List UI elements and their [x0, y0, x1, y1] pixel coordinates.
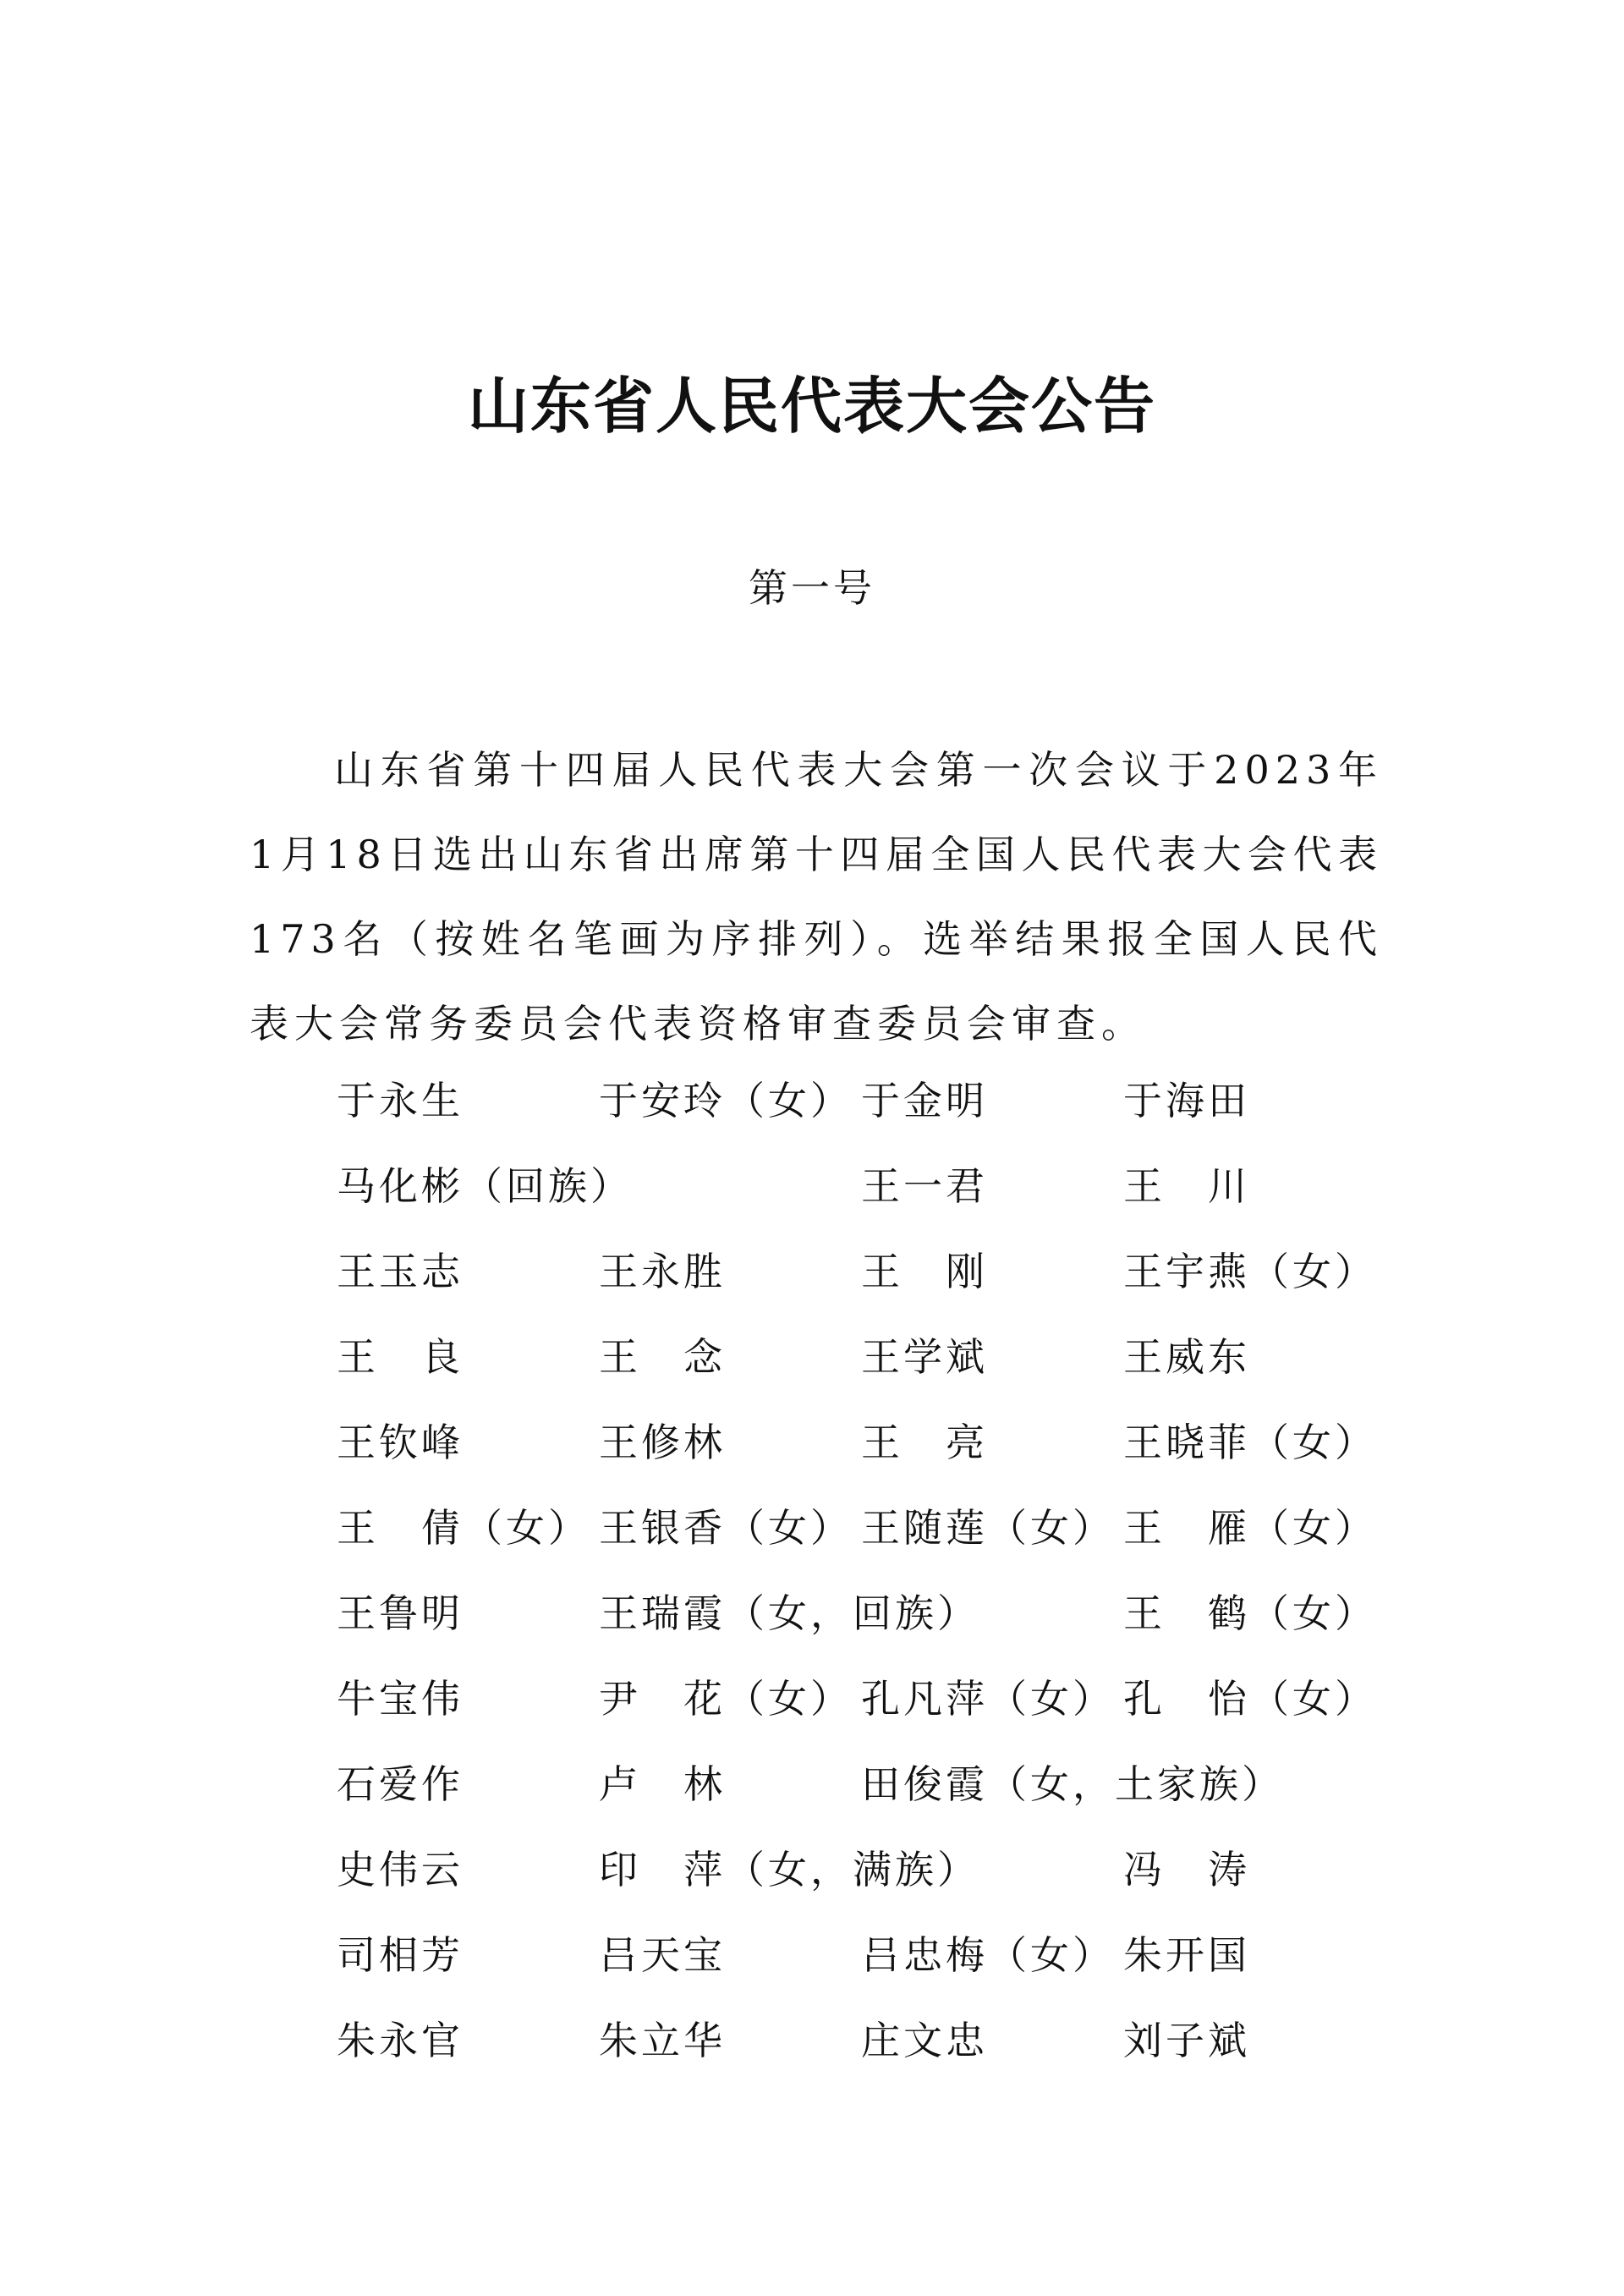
representative-name: 于永生 [337, 1077, 464, 1123]
representative-name: 孔凡萍（女） [861, 1675, 1115, 1722]
representative-name: 司相芳 [337, 1931, 464, 1978]
name-row [337, 1656, 1436, 1741]
name-row [337, 1399, 1436, 1485]
representative-name: 印 萍（女，满族） [599, 1846, 979, 1892]
representative-name: 王 倩（女） [337, 1504, 590, 1551]
representative-name: 牛宝伟 [337, 1675, 464, 1722]
representative-name: 尹 花（女） [599, 1675, 853, 1722]
representative-name: 王 川 [1123, 1162, 1250, 1209]
representative-name: 王银香（女） [599, 1504, 853, 1551]
representative-name: 王钦峰 [337, 1419, 464, 1465]
representative-name: 王随莲（女） [861, 1504, 1115, 1551]
representative-name: 王 念 [599, 1333, 726, 1380]
representative-name: 王晓菲（女） [1123, 1419, 1377, 1465]
representative-name: 王 刚 [861, 1248, 988, 1294]
representative-name: 王 鹤（女） [1123, 1590, 1377, 1636]
name-row [337, 1228, 1436, 1314]
name-row [337, 1570, 1436, 1656]
name-row [337, 1485, 1436, 1570]
representative-name: 王 亮 [861, 1419, 988, 1465]
representative-name: 吕天宝 [599, 1931, 726, 1978]
representative-name: 王玉志 [337, 1248, 464, 1294]
representative-name: 石爱作 [337, 1760, 464, 1807]
representative-name: 朱永官 [337, 2017, 464, 2063]
document-title: 山东省人民代表大会公告 [467, 370, 1156, 442]
representative-name: 冯 涛 [1123, 1846, 1250, 1892]
representative-name: 王永胜 [599, 1248, 726, 1294]
representative-name: 王学斌 [861, 1333, 988, 1380]
name-row [337, 1826, 1436, 1912]
representative-name: 庄文忠 [861, 2017, 988, 2063]
name-row [337, 1997, 1436, 2083]
representative-name: 王瑞霞（女，回族） [599, 1590, 979, 1636]
representative-name: 王鲁明 [337, 1590, 464, 1636]
representative-name: 王修林 [599, 1419, 726, 1465]
representative-name: 马化彬（回族） [337, 1162, 633, 1209]
name-row [337, 1741, 1436, 1826]
representative-name: 王宇燕（女） [1123, 1248, 1377, 1294]
announcement-paragraph: 山东省第十四届人民代表大会第一次会议于2023年1月18日选出山东省出席第十四届全国人民代表大会代表173名（按姓名笔画为序排列）。选举结果报全国人民代表大会常务委员会代表资格审查委员会审查。 [250, 747, 1383, 1046]
representative-name: 王 良 [337, 1333, 464, 1380]
representative-name-list [337, 1057, 1436, 2083]
representative-name: 王 雁（女） [1123, 1504, 1377, 1551]
representative-name: 田俊霞（女，土家族） [861, 1760, 1284, 1807]
name-row [337, 1314, 1436, 1399]
representative-name: 吕忠梅（女） [861, 1931, 1115, 1978]
name-row [337, 1057, 1436, 1143]
representative-name: 史伟云 [337, 1846, 464, 1892]
representative-name: 卢 林 [599, 1760, 726, 1807]
representative-name: 朱立华 [599, 2017, 726, 2063]
name-row [337, 1143, 1436, 1228]
document-number: 第一号 [749, 565, 875, 611]
representative-name: 孔 怡（女） [1123, 1675, 1377, 1722]
representative-name: 王一君 [861, 1162, 988, 1209]
representative-name: 于安玲（女） [599, 1077, 853, 1123]
representative-name: 王威东 [1123, 1333, 1250, 1380]
representative-name: 刘子斌 [1123, 2017, 1250, 2063]
representative-name: 于海田 [1123, 1077, 1250, 1123]
name-row [337, 1912, 1436, 1997]
representative-name: 朱开国 [1123, 1931, 1250, 1978]
representative-name: 于金明 [861, 1077, 988, 1123]
